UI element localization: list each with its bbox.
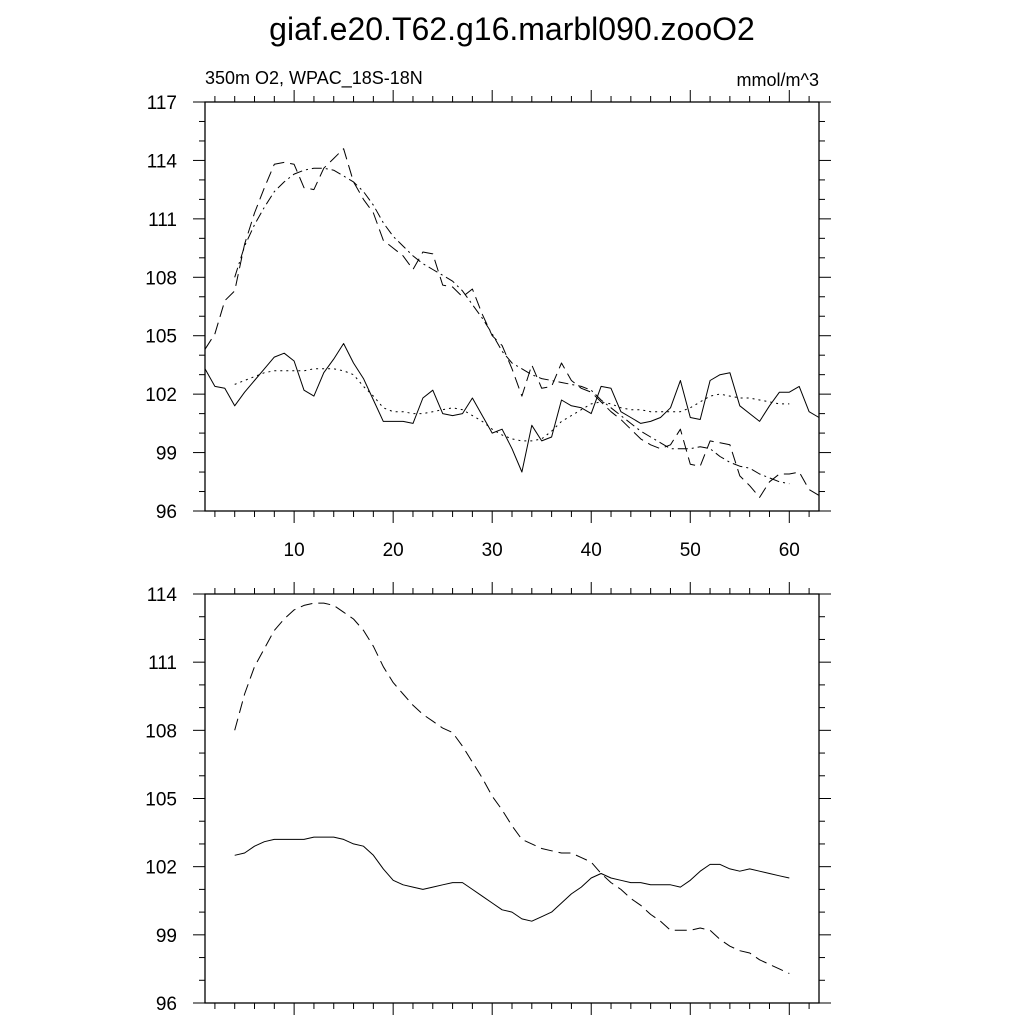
bottom-panel-plot-frame [205, 594, 819, 1003]
y-tick-label: 114 [146, 585, 177, 606]
y-tick-label: 111 [148, 209, 177, 231]
top-panel-tick-labels [145, 93, 800, 561]
x-tick-label: 20 [382, 540, 404, 561]
bottom-panel-axis-ticks [193, 582, 831, 1015]
bottom-panel-tick-labels [145, 585, 177, 1015]
top-panel [145, 68, 831, 561]
bottom-panel [145, 582, 831, 1015]
y-tick-label: 105 [145, 789, 177, 811]
y-tick-label: 108 [145, 721, 177, 743]
top-panel-units-label: mmol/m^3 [736, 70, 819, 90]
series-line-dashdot [235, 168, 790, 484]
top-panel-subtitle-left: 350m O2, WPAC_18S-18N [205, 68, 423, 88]
top-panel-series-lines [205, 149, 819, 498]
y-tick-label: 105 [145, 326, 177, 348]
x-tick-label: 40 [580, 540, 602, 561]
y-tick-label: 99 [155, 443, 177, 465]
series-line-dotted [235, 369, 790, 441]
x-tick-label: 50 [679, 540, 701, 561]
series-line-dashed [205, 149, 819, 498]
chart-title: giaf.e20.T62.g16.marbl090.zooO2 [269, 11, 755, 47]
y-tick-label: 108 [145, 268, 177, 290]
y-tick-label: 102 [145, 385, 177, 407]
y-tick-label: 96 [155, 502, 177, 523]
y-tick-label: 96 [155, 994, 177, 1015]
bottom-panel-series-lines [235, 603, 790, 973]
y-tick-label: 114 [146, 151, 177, 173]
x-tick-label: 60 [778, 540, 800, 561]
y-tick-label: 111 [148, 653, 177, 675]
x-tick-label: 30 [481, 540, 503, 561]
y-tick-label: 99 [155, 925, 177, 947]
series-line-dashed [235, 603, 790, 973]
y-tick-label: 117 [146, 93, 177, 114]
top-panel-axis-ticks [193, 90, 831, 523]
y-tick-label: 102 [145, 857, 177, 879]
x-tick-label: 10 [283, 540, 305, 561]
series-line-solid [235, 837, 790, 921]
